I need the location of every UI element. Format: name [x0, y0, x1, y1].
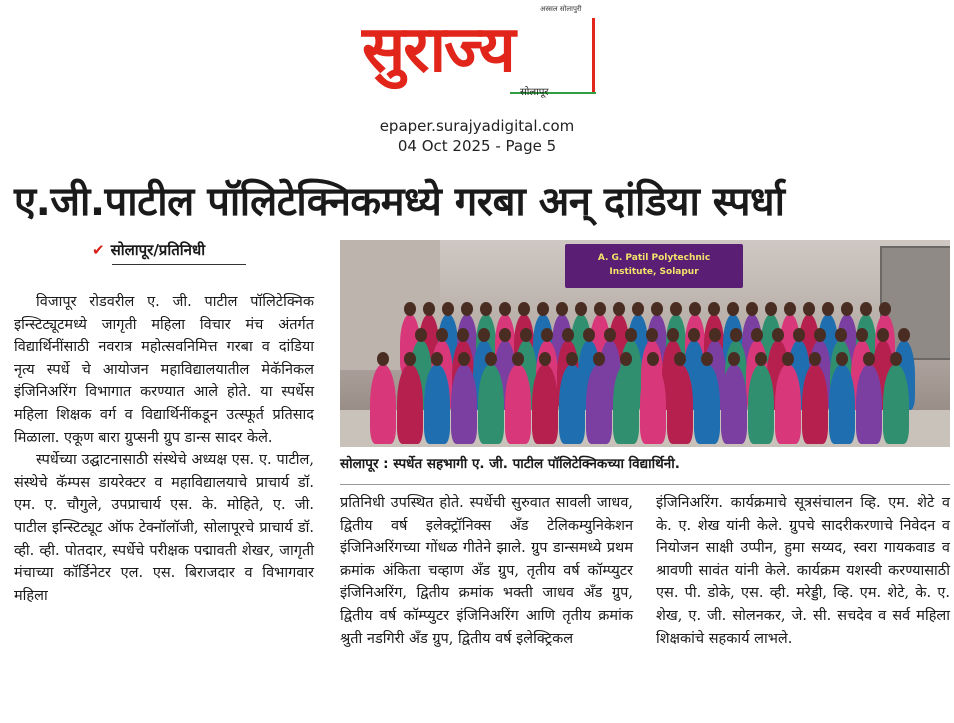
tagline: अस्सल सोलापुरी	[540, 5, 582, 13]
article-column-3	[656, 492, 950, 650]
article-photo	[340, 240, 950, 447]
photo-person-head	[458, 352, 470, 366]
photo-person	[856, 364, 882, 444]
photo-person-head	[499, 328, 511, 342]
photo-person-head	[632, 302, 644, 316]
photo-person-head	[877, 328, 889, 342]
photo-person-head	[667, 328, 679, 342]
photo-banner	[565, 244, 743, 288]
photo-person-head	[746, 302, 758, 316]
banner-line-2: Institute, Solapur	[609, 267, 699, 277]
photo-person-head	[782, 352, 794, 366]
photo-person-head	[485, 352, 497, 366]
photo-person-head	[415, 328, 427, 342]
photo-person-head	[404, 352, 416, 366]
check-icon: ✔	[92, 241, 105, 259]
edition-date: 04 Oct 2025 - Page 5	[397, 137, 557, 155]
photo-person-head	[674, 352, 686, 366]
caption-rule	[340, 484, 950, 485]
photo-person	[505, 364, 531, 444]
photo-person	[532, 364, 558, 444]
logo-city: सोलापूर	[520, 87, 549, 98]
photo-person-head	[461, 302, 473, 316]
photo-person-head	[765, 302, 777, 316]
photo-person-head	[701, 352, 713, 366]
photo-person-head	[520, 328, 532, 342]
photo-person	[667, 364, 693, 444]
photo-person-head	[803, 302, 815, 316]
photo-person-head	[512, 352, 524, 366]
photo-person-head	[647, 352, 659, 366]
photo-person-head	[688, 328, 700, 342]
photo-person-head	[646, 328, 658, 342]
photo-person-head	[625, 328, 637, 342]
photo-person-head	[404, 302, 416, 316]
photo-person-head	[562, 328, 574, 342]
photo-person-head	[728, 352, 740, 366]
photo-person-head	[809, 352, 821, 366]
photo-person-head	[856, 328, 868, 342]
photo-banner-text	[565, 251, 743, 279]
photo-person-head	[772, 328, 784, 342]
banner-line-1: A. G. Patil Polytechnic	[597, 253, 711, 263]
photo-person-head	[541, 328, 553, 342]
byline	[92, 240, 205, 260]
photo-person-head	[890, 352, 902, 366]
photo-person-head	[594, 302, 606, 316]
article-paragraph: विजापूर रोडवरील ए. जी. पाटील पॉलिटेक्निक इन्स्टिट्यूटमध्ये जागृती महिला विचार मंच अंतर्गत विद्यार्थिनींसाठी नवरात्र महोत्सवनिमित्त गरबा व दांडिया नृत्य स्पर्धे चे आयोजन महाविद्यालयातील मेकॅनिकल इंजिनिअरिंग विभागात करण्यात आले होते. या स्पर्धेस महिला शिक्षक वर्ग व विद्यार्थिनींकडून उत्स्फूर्त प्रतिसाद मिळाला. एकूण बारा ग्रुप्सनी ग्रुप डान्स सादर केले.	[14, 294, 314, 446]
logo-bar	[592, 18, 595, 92]
photo-person-head	[670, 302, 682, 316]
photo-person-head	[478, 328, 490, 342]
photo-person-head	[708, 302, 720, 316]
photo-person-head	[784, 302, 796, 316]
photo-person-head	[499, 302, 511, 316]
photo-person-head	[879, 302, 891, 316]
photo-person	[721, 364, 747, 444]
photo-person-head	[841, 302, 853, 316]
article-headline: ए.जी.पाटील पॉलिटेक्निकमध्ये गरबा अन् दांडिया स्पर्धा	[14, 179, 785, 225]
photo-person-head	[613, 302, 625, 316]
photo-person-head	[863, 352, 875, 366]
article-column-2	[340, 492, 633, 650]
photo-person-head	[423, 302, 435, 316]
photo-person-head	[689, 302, 701, 316]
photo-person-head	[836, 352, 848, 366]
photo-person-head	[751, 328, 763, 342]
photo-person	[451, 364, 477, 444]
photo-person	[586, 364, 612, 444]
photo-person-head	[730, 328, 742, 342]
photo-person-head	[620, 352, 632, 366]
photo-person-head	[709, 328, 721, 342]
photo-person	[397, 364, 423, 444]
photo-person-head	[575, 302, 587, 316]
photo-person-head	[898, 328, 910, 342]
photo-person	[478, 364, 504, 444]
photo-person	[802, 364, 828, 444]
newspaper-logo	[360, 13, 598, 96]
photo-person	[613, 364, 639, 444]
byline-rule	[112, 264, 246, 265]
photo-person-head	[457, 328, 469, 342]
photo-person-head	[604, 328, 616, 342]
article-column-1	[14, 291, 314, 607]
photo-person-head	[518, 302, 530, 316]
photo-person-head	[556, 302, 568, 316]
photo-person-head	[539, 352, 551, 366]
photo-person-head	[583, 328, 595, 342]
photo-person	[559, 364, 585, 444]
article-paragraph: इंजिनिअरिंग. कार्यक्रमाचे सूत्रसंचालन व्हि. एम. शेटे व के. ए. शेख यांनी केले. ग्रुपचे सादरीकरणाचे निवेदन व नियोजन साक्षी उप्पीन, हुमा सय्यद, स्वरा गायकवाड व श्रावणी सावंत यांनी केले. कार्यक्रम यशस्वी करण्यासाठी एस. पी. डोके, एस. व्ही. मरेड्डी, व्हि. एम. शेटे, के. ए. शेख, ए. जी. सोलनकर, जे. सी. सचदेव व सर्व महिला शिक्षकांचे सहकार्य लाभले.	[656, 495, 950, 647]
byline-text: सोलापूर/प्रतिनिधी	[110, 241, 206, 259]
photo-person-head	[814, 328, 826, 342]
photo-person-head	[822, 302, 834, 316]
photo-person-head	[537, 302, 549, 316]
photo-person	[748, 364, 774, 444]
article-paragraph: प्रतिनिधी उपस्थित होते. स्पर्धेची सुरुवात सावली जाधव, द्वितीय वर्ष इलेक्ट्रॉनिक्स अँड टेलिकम्युनिकेशन इंजिनिअरिंगच्या गोंधळ गीतेने झाले. ग्रुप डान्समध्ये प्रथम क्रमांक अंकिता चव्हाण अँड ग्रुप, तृतीय वर्ष कॉम्प्युटर इंजिनिअरिंग, द्वितीय क्रमांक भक्ती जाधव अँड ग्रुप, द्वितीय वर्ष कॉम्प्युटर इंजिनिअरिंग आणि तृतीय क्रमांक श्रुती नडगिरी अँड ग्रुप, द्वितीय वर्ष इलेक्ट्रिकल	[340, 495, 633, 647]
photo-person-head	[651, 302, 663, 316]
epaper-url[interactable]: epaper.surajyadigital.com	[379, 117, 575, 135]
photo-person	[829, 364, 855, 444]
photo-person	[370, 364, 396, 444]
photo-person-head	[480, 302, 492, 316]
masthead	[0, 0, 954, 160]
photo-person-head	[860, 302, 872, 316]
photo-person	[424, 364, 450, 444]
photo-person-head	[835, 328, 847, 342]
photo-person	[640, 364, 666, 444]
photo-person-head	[755, 352, 767, 366]
photo-person-head	[793, 328, 805, 342]
article-paragraph: स्पर्धेच्या उद्घाटनासाठी संस्थेचे अध्यक्ष एस. ए. पाटील, संस्थेचे कॅम्पस डायरेक्टर व महाविद्यालयाचे प्राचार्य डॉ. एम. ए. चौगुले, उपप्राचार्य एस. के. मोहिते, ए. जी. पाटील इन्स्टिट्यूट ऑफ टेक्नॉलॉजी, सोलापूरचे प्राचार्य डॉ. व्ही. व्ही. पोतदार, स्पर्धेचे परीक्षक पद्मावती शेखर, जागृती मंचाच्या कॉर्डिनेटर एल. एस. बिराजदार व विभागवार महिला	[14, 452, 314, 604]
photo-person	[883, 364, 909, 444]
logo-text: सुराज्य	[362, 13, 514, 87]
photo-person-head	[377, 352, 389, 366]
photo-person	[775, 364, 801, 444]
photo-caption: सोलापूर : स्पर्धेत सहभागी ए. जी. पाटील पॉलिटेक्निकच्या विद्यार्थिनी.	[340, 456, 680, 472]
photo-person-head	[566, 352, 578, 366]
photo-person-head	[593, 352, 605, 366]
photo-person	[694, 364, 720, 444]
photo-person-head	[436, 328, 448, 342]
photo-person-head	[431, 352, 443, 366]
photo-person-head	[727, 302, 739, 316]
photo-person-head	[442, 302, 454, 316]
